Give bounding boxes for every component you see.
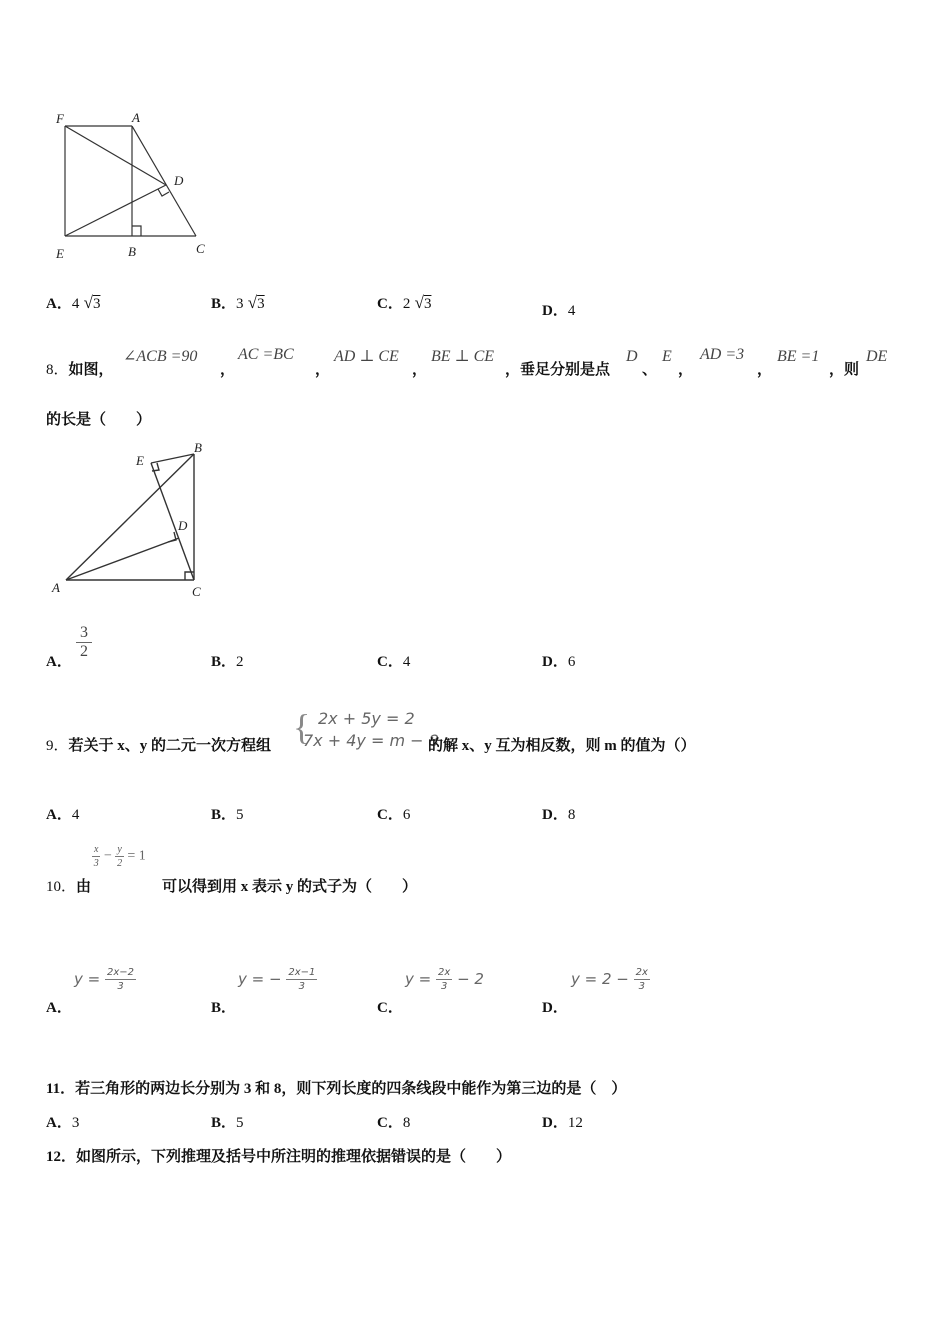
q8-option-c[interactable]: C．4 [377,654,411,670]
edge-AC [132,126,196,236]
q7-option-b[interactable]: B．3 √3 [211,293,265,312]
q9-option-a[interactable]: A．4 [46,807,80,823]
q10-tail: 可以得到用 x 表示 y 的式子为（ ） [162,879,418,895]
q8-cond-ad-ce: AD ⊥ CE [334,348,399,365]
q10-option-c-expr: y = $\frac{2x}{3}$ − 2 [405,967,484,992]
label-D: D [174,173,184,188]
q8-option-b[interactable]: B．2 [211,654,244,670]
q10-option-d-expr: y = 2 − $\frac{2x}{3}$ [571,967,648,992]
label-F: F [56,111,64,126]
q8-sep: ， [757,362,773,378]
label-E: E [136,453,144,468]
edge-AD [66,538,179,580]
q8-point-d: D [626,348,638,365]
q10-option-b-expr: y = − $\frac{2x-1}{3}$ [238,967,316,992]
edge-BE [151,454,194,463]
right-angle-B [132,226,141,236]
q8-sep: ， [678,362,694,378]
q11-option-c[interactable]: C．8 [377,1115,411,1131]
q10-option-c[interactable]: C． [377,1000,403,1016]
q9-option-b[interactable]: B．5 [211,807,244,823]
q10-option-b[interactable]: B． [211,1000,237,1016]
q8-option-a[interactable]: A． [46,654,72,670]
q8-cond-be: BE =1 [777,348,820,365]
q7-option-d[interactable]: D．4 [542,303,576,319]
edge-EC [151,463,194,580]
q7-option-a[interactable]: A．4 √3 [46,293,101,312]
q8-number: 8．如图， [46,362,114,378]
q8-point-e: E [662,348,672,365]
sqrt-icon: √ [79,293,93,312]
q8-dun: 、 [642,362,658,378]
figure-q8 [48,438,220,603]
q8-cond-ac-bc: AC =BC [238,346,294,363]
q8-sep: ， [412,362,428,378]
q9-lead: 9．若关于 x、y 的二元一次方程组 [46,738,272,754]
q9-option-d[interactable]: D．8 [542,807,576,823]
q9-equation-1: 2x + 5y = 2 [318,709,415,728]
q11-text: 11．若三角形的两边长分别为 3 和 8，则下列长度的四条线段中能作为第三边的是（ ） [46,1081,627,1097]
sqrt-icon: √ [243,293,258,312]
edge-ED [65,185,166,236]
q10-option-d[interactable]: D． [542,1000,568,1016]
q11-option-b[interactable]: B．5 [211,1115,244,1131]
label-C: C [192,584,201,599]
q9-brace: { [293,707,311,747]
q8-tail: 的长是（ ） [46,412,152,428]
q8-option-a-fraction: 3 2 [76,624,92,661]
q8-mid: ，垂足分别是点 [505,362,611,378]
q12-text: 12．如图所示，下列推理及括号中所注明的推理依据错误的是（ ） [46,1149,512,1165]
q9-equation-2: 7x + 4y = m − 8 [303,731,439,750]
q8-sep: ， [315,362,331,378]
q8-segment-de: DE [866,348,888,365]
sqrt-icon: √ [410,293,424,312]
q8-sep: ， [220,362,236,378]
right-angle-D [168,532,176,542]
q10-option-a-expr: y = $\frac{2x-2}{3}$ [74,967,135,992]
label-C: C [196,241,205,256]
q7-option-c[interactable]: C．2 √3 [377,293,432,312]
edge-AB [66,454,194,580]
right-angle-D [158,189,169,196]
label-A: A [132,110,140,125]
label-E: E [56,246,64,261]
edge-FD [65,126,166,185]
q9-option-c[interactable]: C．6 [377,807,411,823]
figure-q7 [50,108,220,263]
label-B: B [128,244,136,259]
label-A: A [52,580,60,595]
q10-option-a[interactable]: A． [46,1000,72,1016]
q8-cond-angle: ∠ACB =90 [123,348,198,365]
q9-tail: 的解 x、y 互为相反数，则 m 的值为（） [428,738,696,754]
q11-option-a[interactable]: A．3 [46,1115,80,1131]
q10-equation: $\frac{x}{3}$ − $\frac{y}{2}$ = 1 [93,844,146,869]
label-B: B [194,440,202,455]
q8-option-d[interactable]: D．6 [542,654,576,670]
q8-cond-ad: AD =3 [700,346,745,363]
q8-ze: ，则 [829,362,860,378]
q8-cond-be-ce: BE ⊥ CE [431,348,495,365]
q10-lead: 10．由 [46,879,92,895]
q11-option-d[interactable]: D．12 [542,1115,583,1131]
label-D: D [178,518,188,533]
